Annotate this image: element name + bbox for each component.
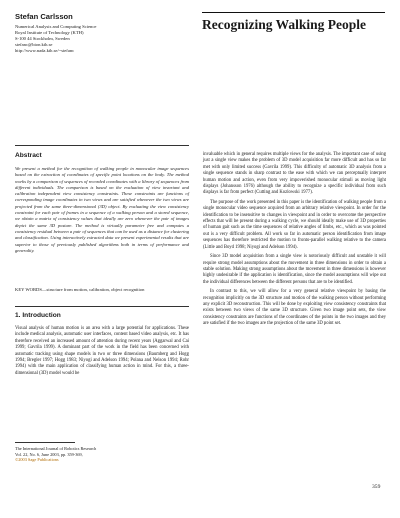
right-paragraph-4: In contrast to this, we will allow for a very general relative viewpoint by basing the recognition implicitly on the 3D structure and motion of the walking person without performing any explicit 3D reconstruction. This will be done by exploiting view consistency constraints that exists between two views of the same 3D structure. Given two image point sets, the view consistency constraints are functions of the coordinates of the points in the two images and they are satisfied if the two images are the projection of the same 3D point set. [203, 289, 386, 327]
footnote-volume: Vol. 22, No. 6, June 2003, pp. 359-369, [15, 451, 83, 457]
footnote-rule [15, 442, 75, 443]
abstract-text: We present a method for the recognition of walking people in monocular image sequences based on the extraction of coordinates of specific point locations on the body. The method works by a comparison of sequences of recorded coordinates with a library of sequences from different individuals. The comparison is based on the evaluation of view invariant and calibration independent view consistency constraints. These constraints are functions of corresponding image coordinates in two views and are satisfied whenever the two views are projected from the same three-dimensional (3D) object. By evaluating the view consistency constraint for each pair of frames in a sequence of a walking person and a stored sequence, we obtain a matrix of consistency values that ideally are zero whenever the pair of images depict the same 3D posture. The method is virtually parameter free and computes a consistency residual between a pair of sequences that can be used as a distance for clustering and classification. Using interactively extracted data we present experimental results that are superior to those of previously published algorithms both in terms of performance and generality. [15, 166, 189, 253]
intro-rule [15, 306, 189, 307]
journal-footnote [15, 446, 189, 463]
author-block [15, 12, 190, 54]
right-column [203, 152, 386, 331]
affiliation-institute: Royal Institute of Technology (KTH) [15, 30, 84, 35]
introduction-paragraph: Visual analysis of human motion is an area with a large potential for applications. These include medical analysis, automatic user interfaces, content based video analysis, etc. It has therefore received an increased amount of attention during recent years (Aggarwal and Cai 1999; Gavrila 1999). A dominant part of the work in the field has been concerned with automatic tracking using shape models in two or three dimensions (Baumberg and Hogg 1994; Bregler 1997; Hogg 1983; Niyogi and Adelson 1994; Polana and Nelson 1994; Rohr 1994) with the main application of classifying human action in mind. For this, a three-dimensional (3D) model would be [15, 326, 189, 376]
footnote-journal: The International Journal of Robotics Research [15, 446, 97, 451]
footnote-copyright [15, 457, 189, 463]
introduction-left-column [15, 326, 189, 380]
author-homepage: http://www.nada.kth.se/~stefanc [15, 48, 75, 53]
right-paragraph-1: invaluable which in general requires multiple views for the analysis. The important case of using just a single view makes the problem of 3D model acquisition far more difficult and has so far met with only limited success (Gavrila 1999). This difficulty of automatic 3D analysis from a single sequence stands in sharp contrast to the ease with which we can perceptually interpret human motion and action, even from very impoverished monocular stimuli as moving light displays (Johansson 1976) although the ability to recognize a specific individual from such displays is far from perfect (Cutting and Kozlowski 1977). [203, 152, 386, 196]
right-paragraph-2: The purpose of the work presented in this paper is the identification of walking people from a single monocular video sequence acquired from an arbitrary relative viewpoint. In order for the identification to be insensitive to changes in viewpoint and in order to overcome the perspective effects that will be present during a walking cycle, we should ideally make use of 3D properties of human gait such as the time sequences of relative angles of limbs, etc., which as was pointed out is a very difficult problem. All work so far in automatic person identification from image sequences has therefore restricted the motion to fronto-parallel walking relative to the camera (Little and Boyd 1998; Niyogi and Adelson 1994). [203, 199, 386, 250]
title-rule [202, 12, 385, 13]
publisher-link[interactable]: ©2003 Sage Publications [15, 457, 59, 463]
abstract-rule [15, 145, 189, 146]
author-email: stefanc@bion.kth.se [15, 42, 53, 47]
introduction-heading: 1. Introduction [15, 312, 61, 319]
paper-title: Recognizing Walking People [202, 17, 367, 32]
keywords-label: KEY WORDS [15, 287, 42, 292]
right-paragraph-3: Since 3D model acquisition from a single view is notoriously difficult and unstable it will require strong model assumptions about the movement in three dimensions in order to obtain a stable solution. Making strong assumptions about the movement in three dimensions is however highly undesirable if the application is identification, since the model assumptions will wipe out the individual differences between the different persons that are to be identified. [203, 254, 386, 285]
keywords [15, 287, 189, 293]
abstract-heading: Abstract [15, 152, 42, 159]
keywords-text: —structure from motion, calibration, object recognition [41, 287, 145, 292]
author-name: Stefan Carlsson [15, 12, 73, 21]
page-number: 359 [372, 484, 381, 490]
affiliation-department: Numerical Analysis and Computing Science [15, 24, 97, 29]
affiliation-address: S-100 44 Stockholm, Sweden [15, 36, 70, 41]
